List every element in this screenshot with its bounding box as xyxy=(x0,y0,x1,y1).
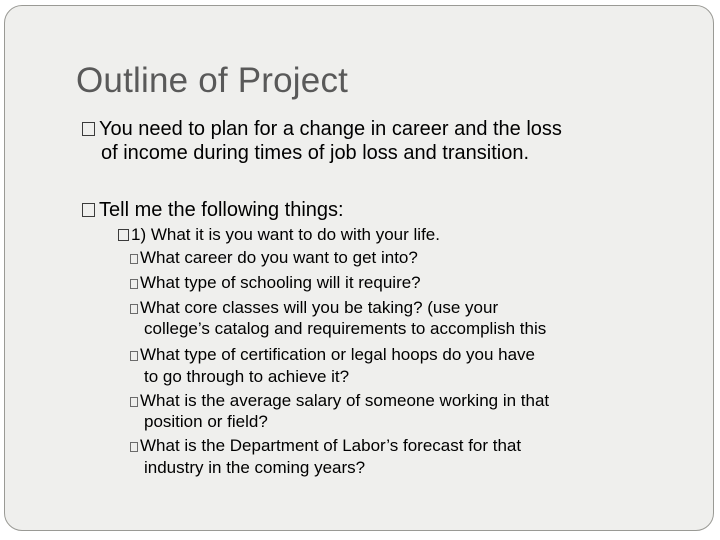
checkbox-bullet-icon xyxy=(130,304,138,314)
list-item-continuation: to go through to achieve it? xyxy=(144,367,350,386)
list-item xyxy=(130,390,549,412)
list-item xyxy=(130,435,521,457)
list-item-text: What type of schooling will it require? xyxy=(140,273,421,292)
list-item-text: What type of certification or legal hoops do you have xyxy=(140,345,536,364)
checkbox-bullet-icon xyxy=(130,397,138,407)
list-item-text: What is the Department of Labor’s forecast for that xyxy=(140,436,522,455)
list-item-continuation: industry in the coming years? xyxy=(144,458,366,477)
checkbox-bullet-icon xyxy=(82,122,95,136)
list-item xyxy=(130,344,535,366)
list-item-text: What is the average salary of someone working in that xyxy=(140,391,550,410)
checkbox-bullet-icon xyxy=(130,279,138,289)
bullet-text: Tell me the following things: xyxy=(99,199,344,221)
list-item xyxy=(130,272,421,294)
list-item-continuation: position or field? xyxy=(144,412,268,431)
list-item-text: What career do you want to get into? xyxy=(140,248,418,267)
list-item-text: What core classes will you be taking? (use your xyxy=(140,298,499,317)
bullet-plan-change xyxy=(82,117,562,141)
bullet-continuation: of income during times of job loss and transition. xyxy=(101,142,529,164)
checkbox-bullet-icon xyxy=(130,254,138,264)
sub-bullet-life-goal xyxy=(118,224,440,246)
slide-title: Outline of Project xyxy=(76,61,349,100)
checkbox-bullet-icon xyxy=(130,442,138,452)
bullet-tell-me xyxy=(82,198,344,222)
bullet-text: You need to plan for a change in career and the loss xyxy=(99,118,562,140)
list-item xyxy=(130,297,498,319)
checkbox-bullet-icon xyxy=(82,203,95,217)
list-item-continuation: college’s catalog and requirements to accomplish this xyxy=(144,319,547,338)
sub-bullet-text: 1) What it is you want to do with your life. xyxy=(131,225,440,244)
checkbox-bullet-icon xyxy=(130,351,138,361)
checkbox-bullet-icon xyxy=(118,229,129,241)
list-item xyxy=(130,247,418,269)
